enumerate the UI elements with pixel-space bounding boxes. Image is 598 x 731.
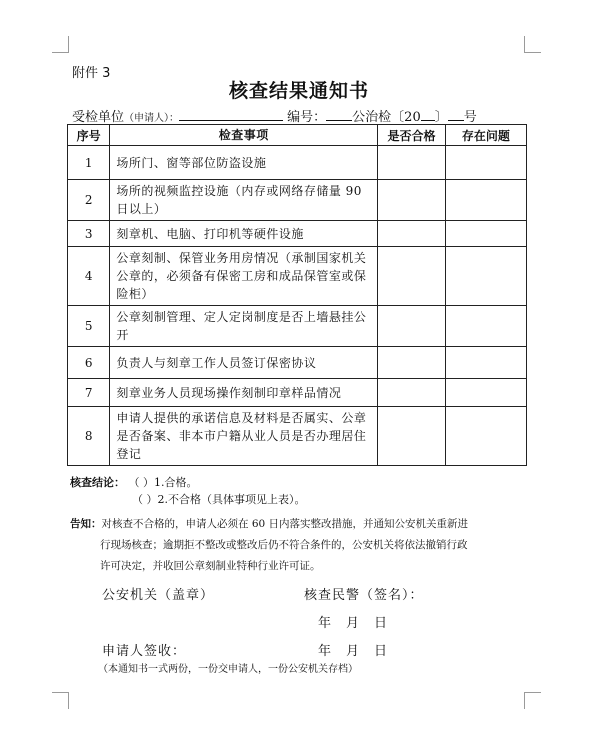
- row-item: 负责人与刻章工作人员签订保密协议: [110, 347, 378, 379]
- row-problem-cell[interactable]: [445, 247, 526, 306]
- row-pass-cell[interactable]: [378, 221, 446, 247]
- table-row: [68, 306, 527, 347]
- row-no: 6: [68, 347, 110, 379]
- conclusion-label: 核查结论：: [70, 476, 125, 489]
- table-row: [68, 221, 527, 247]
- inspected-unit-line: [72, 106, 532, 125]
- row-item: 公章刻制、保管业务用房情况（承制国家机关公章的，必须备有保密工房和成品保管室或保险柜）: [110, 247, 378, 306]
- crop-mark-top-left: [52, 36, 69, 53]
- notice-line-3: 许可决定，并收回公章刻制业特种行业许可证。: [100, 560, 321, 572]
- table-row: [68, 180, 527, 221]
- row-problem-cell[interactable]: [445, 347, 526, 379]
- serial-blank[interactable]: [448, 108, 464, 121]
- row-item: 公章刻制管理、定人定岗制度是否上墙悬挂公开: [110, 306, 378, 347]
- code-label: 公治检〔20: [352, 110, 421, 125]
- number-prefix-blank[interactable]: [326, 108, 352, 121]
- conclusion-block: [70, 474, 306, 508]
- row-no: 8: [68, 407, 110, 466]
- applicant-date: 年 月 日: [318, 644, 389, 659]
- row-pass-cell[interactable]: [378, 407, 446, 466]
- header-pass: 是否合格: [378, 125, 446, 146]
- year-blank[interactable]: [421, 108, 435, 121]
- table-row: [68, 379, 527, 407]
- applicant-receipt-label: 申请人签收：: [102, 644, 187, 659]
- crop-mark-bottom-right: [524, 692, 541, 709]
- row-problem-cell[interactable]: [445, 379, 526, 407]
- table-row: [68, 347, 527, 379]
- row-pass-cell[interactable]: [378, 180, 446, 221]
- notice-line-2: 行现场核查；逾期拒不整改或整改后仍不符合条件的，公安机关将依法撤销行政: [100, 539, 468, 551]
- inspector-date: 年 月 日: [318, 616, 389, 631]
- row-pass-cell[interactable]: [378, 306, 446, 347]
- conclusion-option-fail[interactable]: （ ）2.不合格（具体事项见上表）。: [132, 493, 306, 506]
- row-problem-cell[interactable]: [445, 407, 526, 466]
- row-pass-cell[interactable]: [378, 146, 446, 180]
- row-no: 5: [68, 306, 110, 347]
- row-problem-cell[interactable]: [445, 221, 526, 247]
- row-pass-cell[interactable]: [378, 379, 446, 407]
- attachment-label: 附件 3: [72, 66, 111, 81]
- unit-label: 受检单位: [72, 110, 125, 125]
- header-problem: 存在问题: [445, 125, 526, 146]
- header-item: 检查事项: [110, 125, 378, 146]
- code-bracket: 〕: [434, 110, 448, 125]
- row-problem-cell[interactable]: [445, 146, 526, 180]
- row-no: 1: [68, 146, 110, 180]
- row-no: 3: [68, 221, 110, 247]
- row-pass-cell[interactable]: [378, 347, 446, 379]
- header-no: 序号: [68, 125, 110, 146]
- number-label: 编号：: [287, 110, 327, 125]
- row-item: 刻章机、电脑、打印机等硬件设施: [110, 221, 378, 247]
- row-item: 申请人提供的承诺信息及材料是否属实、公章是否备案、非本市户籍从业人员是否办理居住登记: [110, 407, 378, 466]
- table-row: [68, 146, 527, 180]
- row-item: 场所门、窗等部位防盗设施: [110, 146, 378, 180]
- document-title: 核查结果通知书: [228, 80, 369, 102]
- table-row: [68, 247, 527, 306]
- footnote: （本通知书一式两份，一份交申请人，一份公安机关存档）: [98, 664, 358, 675]
- crop-mark-bottom-left: [52, 692, 69, 709]
- notice-line-1: 对核查不合格的，申请人必须在 60 日内落实整改措施，并通知公安机关重新进: [101, 518, 469, 530]
- row-item: 刻章业务人员现场操作刻制印章样品情况: [110, 379, 378, 407]
- row-no: 4: [68, 247, 110, 306]
- unit-blank[interactable]: [179, 108, 283, 121]
- code-end: 号: [463, 110, 477, 125]
- conclusion-option-pass[interactable]: （ ）1.合格。: [128, 476, 198, 489]
- inspection-table: [67, 124, 527, 466]
- table-header-row: [68, 125, 527, 146]
- row-no: 2: [68, 180, 110, 221]
- table-row: [68, 407, 527, 466]
- row-no: 7: [68, 379, 110, 407]
- row-problem-cell[interactable]: [445, 180, 526, 221]
- unit-sub-label: （申请人）：: [124, 113, 180, 124]
- row-problem-cell[interactable]: [445, 306, 526, 347]
- row-item: 场所的视频监控设施（内存或网络存储量 90 日以上）: [110, 180, 378, 221]
- row-pass-cell[interactable]: [378, 247, 446, 306]
- notice-block: [70, 514, 528, 577]
- inspector-signature-label: 核查民警（签名）：: [304, 588, 424, 603]
- notice-label: 告知：: [70, 518, 102, 530]
- police-org-seal-label: 公安机关（盖章）: [102, 588, 215, 603]
- crop-mark-top-right: [524, 36, 541, 53]
